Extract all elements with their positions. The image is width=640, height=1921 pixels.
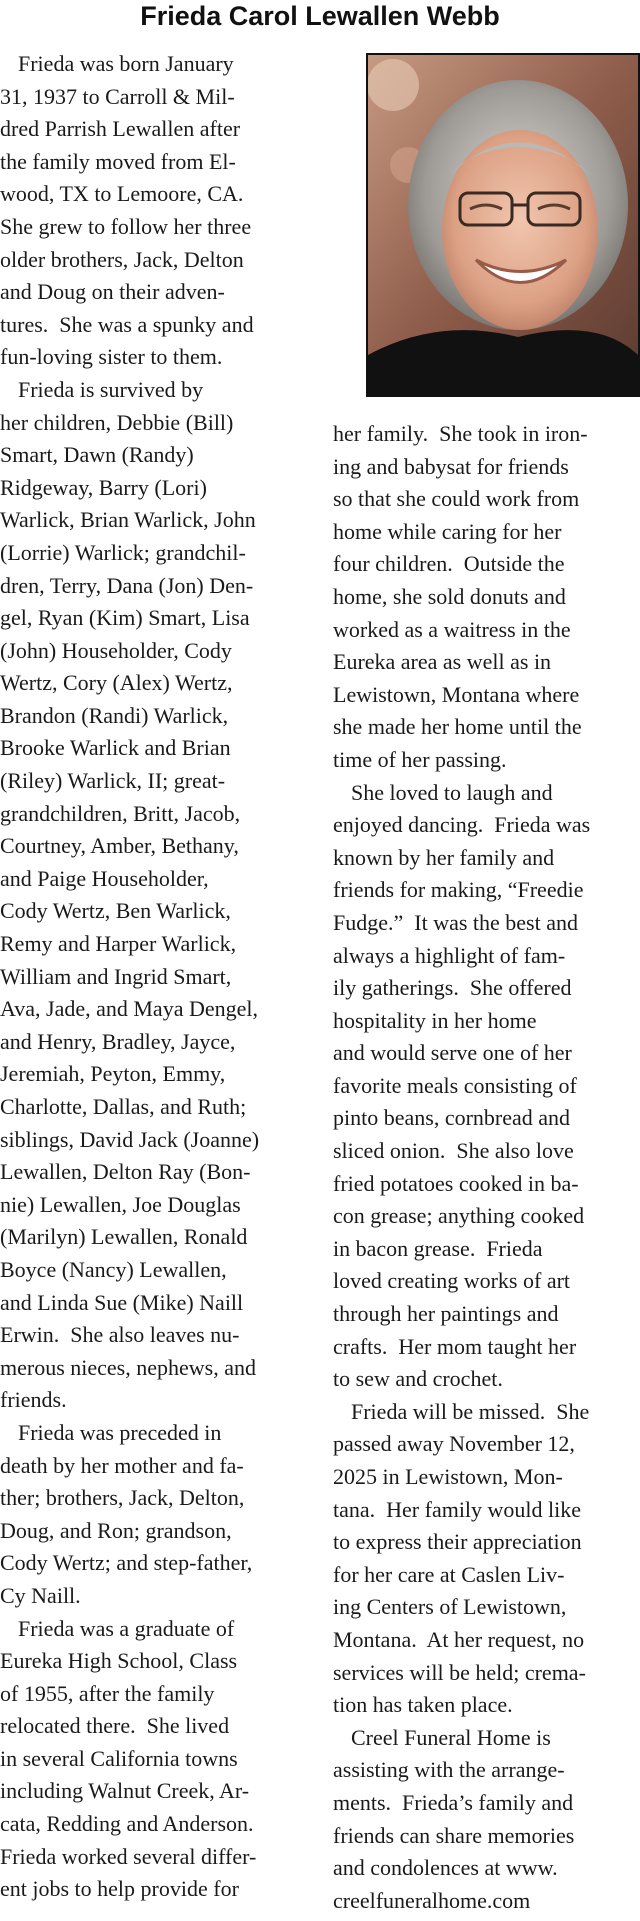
text-line: Brandon (Randi) Warlick,: [0, 702, 229, 728]
text-line: through her paintings and: [333, 1301, 559, 1327]
text-line: in several California towns: [0, 1745, 238, 1771]
text-line: creelfuneralhome.com: [333, 1887, 531, 1913]
text-line: she made her home until the: [333, 714, 582, 740]
text-line: and Paige Householder,: [0, 865, 209, 891]
text-line: 2025 in Lewistown, Mon-: [333, 1464, 563, 1489]
text-line: (Lorrie) Warlick; grandchil-: [0, 539, 246, 565]
text-line: passed away November 12,: [333, 1431, 575, 1457]
text-line: Creel Funeral Home is: [351, 1724, 551, 1750]
text-line: Doug, and Ron; grandson,: [0, 1517, 232, 1543]
text-line: home, she sold donuts and: [333, 583, 566, 609]
text-line: Fudge.” It was the best and: [333, 909, 578, 935]
text-line: She loved to laugh and: [351, 779, 553, 805]
text-line: Charlotte, Dallas, and Ruth;: [0, 1094, 247, 1119]
obituary-title: Frieda Carol Lewallen Webb: [140, 1, 500, 31]
text-line: and Henry, Bradley, Jayce,: [0, 1028, 236, 1054]
text-line: grandchildren, Britt, Jacob,: [0, 800, 241, 826]
text-line: Eureka area as well as in: [333, 649, 552, 675]
text-line: services will be held; crema-: [333, 1659, 586, 1685]
text-line: pinto beans, cornbread and: [333, 1105, 571, 1131]
text-line: fried potatoes cooked in ba-: [333, 1170, 579, 1196]
text-line: Cody Wertz; and step-father,: [0, 1550, 253, 1576]
text-line: ing Centers of Lewistown,: [333, 1594, 567, 1620]
portrait-image: [368, 55, 638, 395]
text-line: Eureka High School, Class: [0, 1648, 238, 1674]
text-line: con grease; anything cooked: [333, 1203, 585, 1229]
text-line: loved creating works of art: [333, 1268, 571, 1294]
text-line: relocated there. She lived: [0, 1713, 230, 1739]
text-line: Courtney, Amber, Bethany,: [0, 833, 239, 859]
text-line: Brooke Warlick and Brian: [0, 735, 231, 761]
text-line: Frieda was preceded in: [18, 1419, 222, 1445]
text-line: fun-loving sister to them.: [0, 344, 223, 370]
text-line: enjoyed dancing. Frieda was: [333, 812, 591, 838]
text-line: merous nieces, nephews, and: [0, 1354, 256, 1380]
text-line: Ridgeway, Barry (Lori): [0, 474, 207, 500]
text-line: ent jobs to help provide for: [0, 1876, 239, 1902]
text-line: dren, Terry, Dana (Jon) Den-: [0, 572, 254, 598]
text-line: and would serve one of her: [333, 1040, 572, 1066]
text-line: tion has taken place.: [333, 1692, 513, 1718]
text-line: of 1955, after the family: [0, 1680, 215, 1706]
text-line: Smart, Dawn (Randy): [0, 442, 194, 468]
text-line: so that she could work from: [333, 486, 580, 512]
right-column: [333, 418, 638, 1917]
text-line: Frieda was a graduate of: [18, 1615, 235, 1641]
text-line: Boyce (Nancy) Lewallen,: [0, 1256, 227, 1282]
text-line: William and Ingrid Smart,: [0, 963, 232, 989]
text-line: assisting with the arrange-: [333, 1757, 565, 1783]
text-line: her children, Debbie (Bill): [0, 409, 234, 435]
text-line: nie) Lewallen, Joe Douglas: [0, 1191, 241, 1217]
text-line: (Riley) Warlick, II; great-: [0, 768, 226, 794]
text-line: Jeremiah, Peyton, Emmy,: [0, 1061, 226, 1087]
text-line: (John) Householder, Cody: [0, 637, 232, 663]
text-line: Lewallen, Delton Ray (Bon-: [0, 1159, 251, 1185]
text-line: always a highlight of fam-: [333, 942, 566, 968]
text-line: hospitality in her home: [333, 1007, 537, 1033]
text-line: home while caring for her: [333, 518, 562, 544]
text-line: ments. Frieda’s family and: [333, 1789, 574, 1815]
text-line: sliced onion. She also love: [333, 1138, 574, 1164]
portrait-photo: [366, 53, 640, 397]
text-line: Frieda worked several differ-: [0, 1843, 257, 1869]
text-line: including Walnut Creek, Ar-: [0, 1778, 250, 1804]
text-line: tures. She was a spunky and: [0, 311, 254, 337]
text-line: for her care at Caslen Liv-: [333, 1561, 565, 1587]
text-line: to sew and crochet.: [333, 1366, 503, 1392]
text-line: in bacon grease. Frieda: [333, 1235, 543, 1261]
text-line: Frieda was born January: [18, 51, 234, 76]
text-line: her family. She took in iron-: [333, 421, 588, 446]
text-line: the family moved from El-: [0, 148, 236, 174]
text-line: ther; brothers, Jack, Delton,: [0, 1485, 245, 1511]
text-line: to express their appreciation: [333, 1529, 582, 1555]
text-line: favorite meals consisting of: [333, 1072, 577, 1098]
text-line: and condolences at www.: [333, 1855, 558, 1881]
text-line: older brothers, Jack, Delton: [0, 246, 244, 272]
text-line: crafts. Her mom taught her: [333, 1333, 577, 1359]
text-line: friends.: [0, 1387, 67, 1413]
text-line: four children. Outside the: [333, 551, 565, 577]
text-line: gel, Ryan (Kim) Smart, Lisa: [0, 605, 250, 631]
text-line: friends can share memories: [333, 1822, 575, 1848]
text-line: tana. Her family would like: [333, 1496, 582, 1522]
text-line: friends for making, “Freedie: [333, 877, 584, 903]
text-line: She grew to follow her three: [0, 213, 252, 239]
text-line: and Doug on their adven-: [0, 279, 225, 305]
text-line: Erwin. She also leaves nu-: [0, 1322, 240, 1348]
left-column: [0, 48, 316, 1906]
text-line: worked as a waitress in the: [333, 616, 571, 642]
text-line: wood, TX to Lemoore, CA.: [0, 181, 244, 207]
text-line: Cy Naill.: [0, 1582, 81, 1608]
text-line: Remy and Harper Warlick,: [0, 931, 237, 957]
text-line: Cody Wertz, Ben Warlick,: [0, 898, 231, 924]
text-line: Frieda is survived by: [18, 376, 204, 402]
text-line: ing and babysat for friends: [333, 453, 569, 479]
text-line: time of her passing.: [333, 746, 507, 772]
text-line: Montana. At her request, no: [333, 1626, 585, 1652]
text-line: Wertz, Cory (Alex) Wertz,: [0, 670, 233, 696]
text-line: Lewistown, Montana where: [333, 681, 580, 707]
text-line: ily gatherings. She offered: [333, 975, 572, 1001]
text-line: (Marilyn) Lewallen, Ronald: [0, 1224, 248, 1250]
text-line: Frieda will be missed. She: [351, 1398, 590, 1424]
text-line: Warlick, Brian Warlick, John: [0, 507, 256, 533]
text-line: Ava, Jade, and Maya Dengel,: [0, 996, 258, 1022]
text-line: death by her mother and fa-: [0, 1452, 244, 1478]
text-line: and Linda Sue (Mike) Naill: [0, 1289, 244, 1315]
text-line: known by her family and: [333, 844, 555, 870]
text-line: 31, 1937 to Carroll & Mil-: [0, 83, 235, 109]
text-line: cata, Redding and Anderson.: [0, 1811, 254, 1837]
text-line: siblings, David Jack (Joanne): [0, 1126, 260, 1152]
text-line: dred Parrish Lewallen after: [0, 116, 241, 142]
